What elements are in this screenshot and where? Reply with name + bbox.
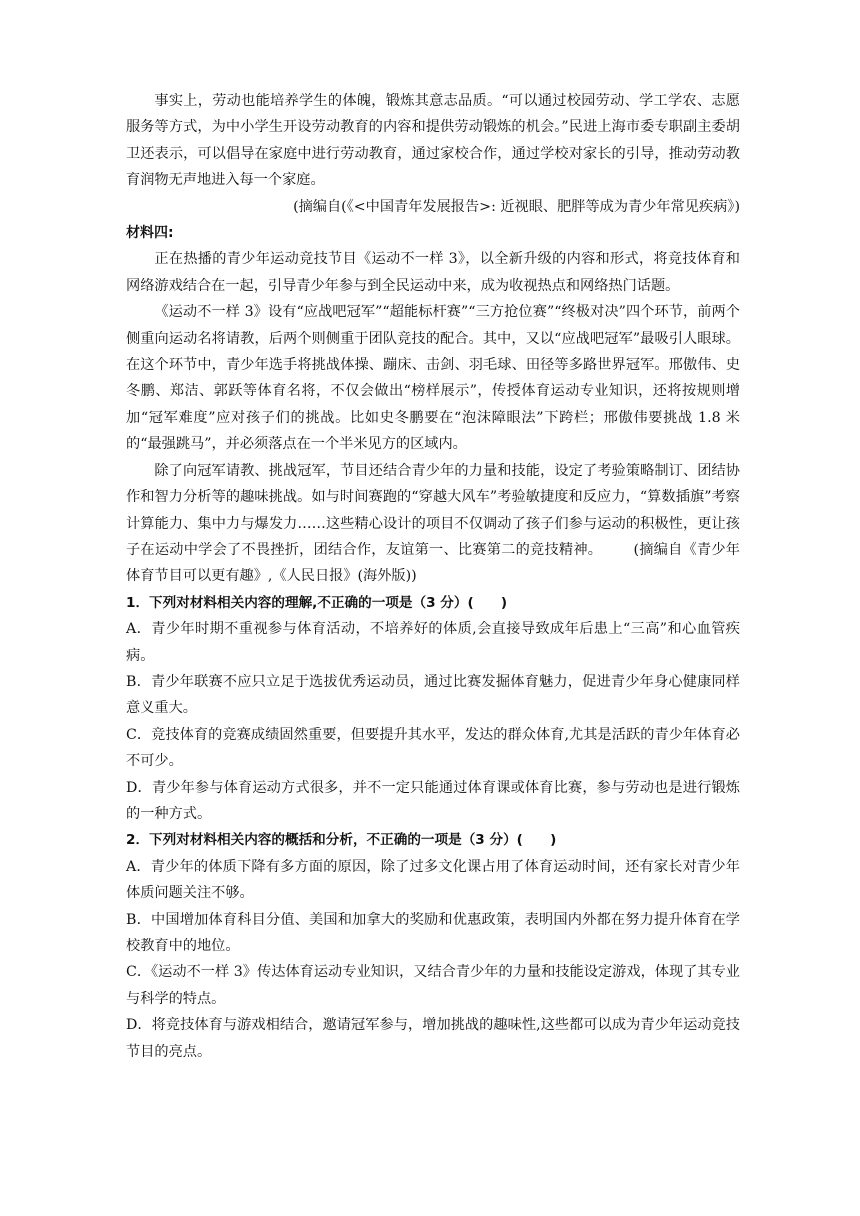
question-1-option-d: D．青少年参与体育运动方式很多，并不一定只能通过体育课或体育比赛，参与劳动也是进行锻炼的一种方式。 (126, 779, 740, 822)
question-2-stem: 2．下列对材料相关内容的概括和分析，不正确的一项是（3 分）( ) (126, 832, 557, 849)
material4-paragraph-1: 正在热播的青少年运动竞技节目《运动不一样 3》，以全新升级的内容和形式，将竞技体育和网络游戏结合在一起，引导青少年参与到全民运动中来，成为收视热点和网络热门话题。 (126, 251, 740, 294)
question-2-option-a: A．青少年的体质下降有多方面的原因，除了过多文化课占用了体育运动时间，还有家长对青少年体质问题关注不够。 (126, 858, 740, 902)
document-page (126, 88, 740, 1065)
question-2-option-d: D．将竞技体育与游戏相结合，邀请冠军参与，增加挑战的趣味性,这些都可以成为青少年运动竞技节目的亮点。 (126, 1017, 740, 1060)
question-1-option-c: C．竞技体育的竞赛成绩固然重要，但要提升其水平，发达的群众体育,尤其是活跃的青少年体育必不可少。 (126, 726, 740, 770)
material4-paragraph-3-text: 除了向冠军请教、挑战冠军，节目还结合青少年的力量和技能，设定了考验策略制订、团结协作和智力分析等的趣味挑战。如与时间赛跑的“穿越大风车”考验敏捷度和反应力，“算数插旗”考察计算能力、集中力与爆发力……这些精心设计的项目不仅调动了孩子们参与运动的积极性，更让孩子在运动中学会了不畏挫折，团结合作，友谊第一、比赛第二的竞技精神。 (126, 462, 740, 558)
material4-paragraph-3 (126, 458, 740, 590)
question-1-option-b: B．青少年联赛不应只立足于选拔优秀运动员，通过比赛发掘体育魅力，促进青少年身心健康同样意义重大。 (126, 673, 740, 717)
question-2-option-c: C．《运动不一样 3》传达体育运动专业知识，又结合青少年的力量和技能设定游戏，体现了其专业与科学的特点。 (126, 964, 740, 1007)
question-1-stem: 1．下列对材料相关内容的理解,不正确的一项是（3 分）( ) (126, 594, 508, 611)
material4-heading: 材料四: (126, 225, 174, 242)
material3-paragraph: 事实上，劳动也能培养学生的体魄，锻炼其意志品质。“可以通过校园劳动、学工学农、志愿服务等方式，为中小学生开设劳动教育的内容和提供劳动锻炼的机会。”民进上海市委专职副主委胡卫还表示，可以倡导在家庭中进行劳动教育，通过家校合作，通过学校对家长的引导，推动劳动教育润物无声地进入每一个家庭。 (126, 93, 740, 189)
material3-source: (摘编自(《<中国青年发展报告>: 近视眼、肥胖等成为青少年常见疾病》) (293, 198, 740, 215)
question-1-option-a: A．青少年时期不重视参与体育活动，不培养好的体质,会直接导致成年后患上“三高”和心血管疾病。 (126, 621, 740, 664)
material4-source: (摘编自《青少年体育节目可以更有趣》,《人民日报》(海外版)) (126, 541, 740, 585)
question-2-option-b: B．中国增加体育科目分值、美国和加拿大的奖励和优惠政策，表明国内外都在努力提升体育在学校教育中的地位。 (126, 911, 740, 954)
material4-paragraph-2: 《运动不一样 3》设有“应战吧冠军”“超能标杆赛”“三方抢位赛”“终极对决”四个环节，前两个侧重向运动名将请教，后两个则侧重于团队竞技的配合。其中，又以“应战吧冠军”最吸引人眼球。在这个环节中，青少年选手将挑战体操、蹦床、击剑、羽毛球、田径等多路世界冠军。邢傲伟、史冬鹏、郑洁、郭跃等体育名将，不仅会做出“榜样展示”，传授体育运动专业知识，还将按规则增加“冠军难度”应对孩子们的挑战。比如史冬鹏要在“泡沫障眼法”下跨栏；邢傲伟要挑战 1.8 米的“最强跳马”，并必须落点在一个半米见方的区域内。 (126, 304, 740, 453)
